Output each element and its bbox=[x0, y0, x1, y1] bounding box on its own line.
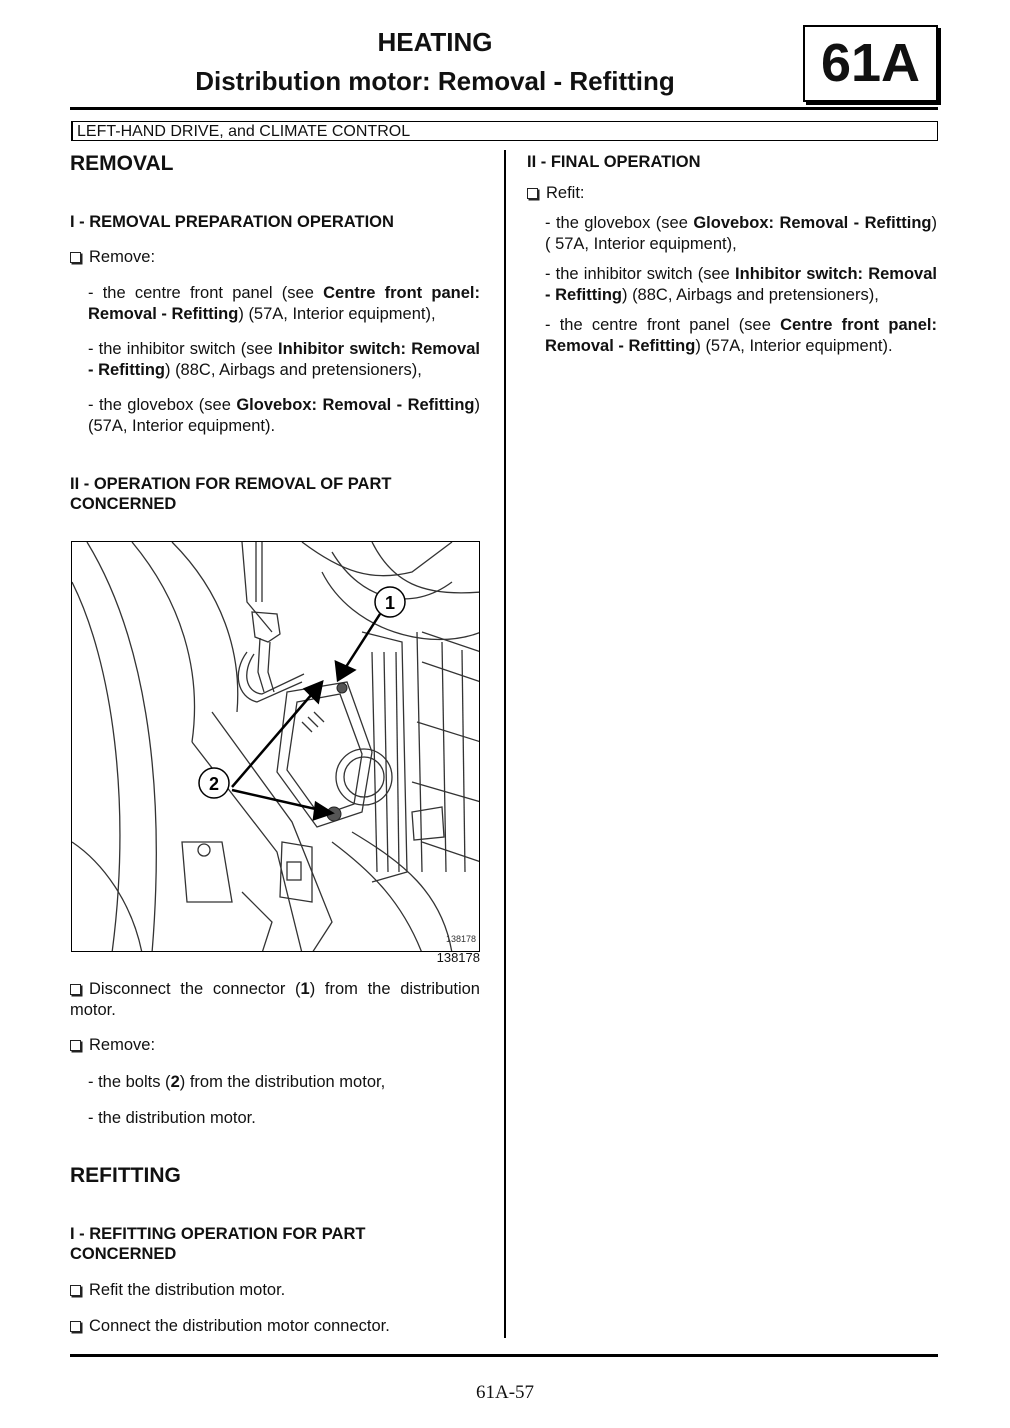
list-item: - the inhibitor switch (see Inhibitor switch: Removal - Refitting) (88C, Airbags and pretensioners), bbox=[545, 265, 937, 304]
callout-1 bbox=[375, 587, 405, 617]
cross-reference: Glovebox: Removal - Refitting bbox=[693, 214, 932, 232]
checkbox-bullet-icon bbox=[527, 188, 538, 199]
cross-reference: Centre front panel: Removal - Refitting bbox=[545, 316, 937, 355]
refit-op-heading: I - REFITTING OPERATION FOR PART CONCERNED bbox=[70, 1225, 366, 1263]
final-op-heading: II - FINAL OPERATION bbox=[527, 153, 701, 171]
removal-op-heading: II - OPERATION FOR REMOVAL OF PART CONCERNED bbox=[70, 475, 392, 513]
refit-instruction: Refit: bbox=[527, 183, 585, 204]
distribution-motor-figure bbox=[71, 541, 480, 952]
checkbox-bullet-icon bbox=[70, 1040, 81, 1051]
page-number: 61A-57 bbox=[475, 1382, 535, 1403]
refitting-heading: REFITTING bbox=[70, 1164, 181, 1187]
list-item: - the distribution motor. bbox=[88, 1109, 256, 1127]
cross-reference: Glovebox: Removal - Refitting bbox=[236, 396, 475, 414]
list-item: - the bolts (2) from the distribution motor, bbox=[88, 1073, 386, 1091]
footer-rule bbox=[70, 1354, 938, 1357]
connect-connector-instruction: Connect the distribution motor connector. bbox=[70, 1316, 390, 1337]
remove-instruction-2: Remove: bbox=[70, 1035, 155, 1056]
figure-number: 138178 bbox=[436, 950, 480, 965]
removal-heading: REMOVAL bbox=[70, 152, 174, 175]
svg-text:2: 2 bbox=[208, 774, 220, 794]
column-divider bbox=[504, 150, 506, 1338]
page-title: HEATING bbox=[377, 27, 493, 57]
page-subtitle: Distribution motor: Removal - Refitting bbox=[195, 66, 675, 96]
applicability-banner: LEFT-HAND DRIVE, and CLIMATE CONTROL bbox=[71, 121, 938, 141]
disconnect-instruction: Disconnect the connector (1) from the distribution motor. bbox=[70, 980, 480, 1019]
list-item: - the glovebox (see Glovebox: Removal - Refitting) ( 57A, Interior equipment), bbox=[545, 214, 937, 253]
checkbox-bullet-icon bbox=[70, 1321, 81, 1332]
section-code-badge: 61A bbox=[803, 25, 938, 102]
refit-motor-instruction: Refit the distribution motor. bbox=[70, 1280, 285, 1301]
checkbox-bullet-icon bbox=[70, 984, 81, 995]
checkbox-bullet-icon bbox=[70, 252, 81, 263]
list-item: - the centre front panel (see Centre front panel: Removal - Refitting) (57A, Interior equipment). bbox=[545, 316, 937, 355]
list-item: - the inhibitor switch (see Inhibitor switch: Removal - Refitting) (88C, Airbags and pretensioners), bbox=[88, 340, 480, 379]
remove-label: Remove: bbox=[89, 248, 156, 266]
remove-instruction bbox=[70, 247, 155, 268]
header-rule bbox=[70, 107, 938, 110]
technical-illustration bbox=[72, 542, 480, 952]
list-item: - the centre front panel (see Centre front panel: Removal - Refitting) (57A, Interior equipment), bbox=[88, 284, 480, 323]
cross-reference: Inhibitor switch: Removal - Refitting bbox=[88, 340, 480, 379]
cross-reference: Centre front panel: Removal - Refitting bbox=[88, 284, 480, 323]
figure-number-inner: 138178 bbox=[445, 934, 476, 944]
callout-2 bbox=[199, 768, 229, 798]
prep-heading: I - REMOVAL PREPARATION OPERATION bbox=[70, 213, 394, 231]
svg-text:1: 1 bbox=[384, 593, 396, 613]
list-item: - the glovebox (see Glovebox: Removal - Refitting) (57A, Interior equipment). bbox=[88, 396, 480, 435]
checkbox-bullet-icon bbox=[70, 1285, 81, 1296]
cross-reference: Inhibitor switch: Removal - Refitting bbox=[545, 265, 937, 304]
